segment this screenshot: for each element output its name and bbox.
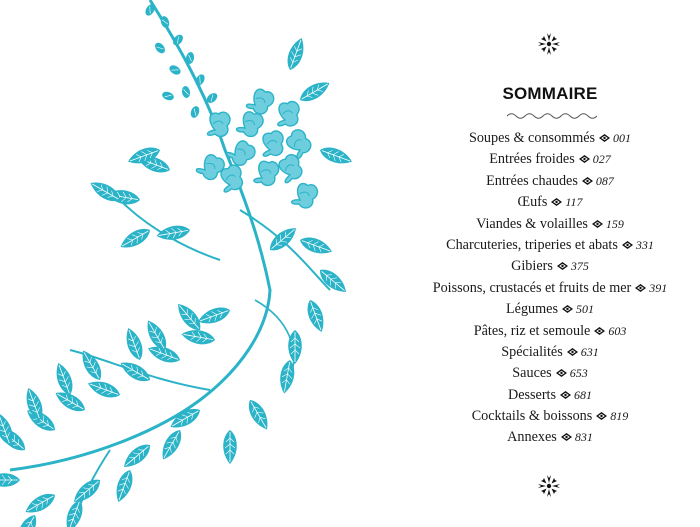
- toc-entry-label: Sauces: [512, 365, 552, 382]
- toc-entry-label: Viandes & volailles: [476, 215, 588, 232]
- toc-entry-label: Entrées chaudes: [486, 172, 578, 189]
- toc-entry: [360, 171, 700, 192]
- toc-entry-label: Pâtes, riz et semoule: [473, 322, 591, 339]
- eye-diamond-icon: [551, 198, 562, 206]
- toc-entry-page-number: 027: [592, 152, 611, 167]
- toc-entry: [360, 278, 700, 299]
- toc-entry: [360, 406, 700, 427]
- eye-diamond-icon: [594, 327, 605, 335]
- toc-entry-label: Soupes & consommés: [468, 130, 596, 146]
- toc-entry-label: Annexes: [507, 429, 557, 446]
- toc-entry-page-number: 653: [569, 366, 588, 381]
- toc-entry-label: Spécialités: [501, 343, 563, 360]
- eye-diamond-icon: [582, 177, 593, 185]
- toc-entry-page-number: 681: [574, 387, 593, 402]
- toc-entry: [360, 342, 700, 363]
- toc-entry-label: Œufs: [517, 194, 548, 211]
- floral-star-icon: [535, 30, 563, 58]
- toc-entry-label: Poissons, crustacés et fruits de mer: [432, 279, 632, 296]
- toc-entry: [360, 214, 700, 235]
- toc-entry-page-number: 391: [649, 280, 668, 295]
- toc-entry-label: Entrées froides: [489, 151, 575, 168]
- toc-entry-label: Légumes: [505, 301, 558, 318]
- eye-diamond-icon: [592, 220, 603, 228]
- eye-diamond-icon: [561, 433, 572, 441]
- table-of-contents: [360, 128, 700, 449]
- toc-entry-page-number: 001: [613, 131, 632, 145]
- toc-entry: [360, 235, 700, 256]
- page-title: SOMMAIRE: [502, 84, 598, 103]
- eye-diamond-icon: [635, 284, 646, 292]
- toc-entry-page-number: 501: [576, 302, 594, 317]
- eye-diamond-icon: [556, 369, 567, 377]
- title-underline-ornament: [507, 113, 597, 119]
- toc-entry: [360, 321, 700, 342]
- toc-entry-page-number: 831: [574, 430, 593, 445]
- right-page: [360, 0, 700, 527]
- toc-entry: [360, 256, 700, 277]
- toc-entry: [360, 427, 700, 448]
- toc-entry-label: Desserts: [507, 386, 557, 403]
- toc-entry-label: Charcuteries, triperies et abats: [446, 236, 618, 253]
- toc-entry: [360, 149, 700, 170]
- eye-diamond-icon: [599, 134, 610, 142]
- toc-entry-page-number: 631: [580, 344, 599, 359]
- eye-diamond-icon: [622, 241, 633, 249]
- eye-diamond-icon: [579, 155, 590, 163]
- eye-diamond-icon: [596, 412, 607, 420]
- toc-entry: [360, 363, 700, 384]
- toc-entry-page-number: 159: [605, 216, 624, 231]
- toc-entry-page-number: 087: [595, 173, 614, 188]
- eye-diamond-icon: [562, 305, 573, 313]
- toc-entry: [360, 192, 700, 213]
- toc-entry-page-number: 117: [565, 195, 583, 210]
- toc-entry-page-number: 819: [610, 409, 629, 424]
- toc-entry-label: Cocktails & boissons: [471, 408, 593, 425]
- toc-entry-page-number: 603: [608, 323, 627, 338]
- floral-star-icon: [535, 472, 563, 500]
- toc-entry: [360, 128, 700, 149]
- toc-entry-page-number: 331: [635, 237, 654, 252]
- toc-entry: [360, 385, 700, 406]
- toc-entry-page-number: 375: [570, 259, 589, 274]
- eye-diamond-icon: [557, 262, 568, 270]
- toc-entry: [360, 299, 700, 320]
- eye-diamond-icon: [560, 391, 571, 399]
- eye-diamond-icon: [567, 348, 578, 356]
- toc-entry-label: Gibiers: [511, 258, 553, 275]
